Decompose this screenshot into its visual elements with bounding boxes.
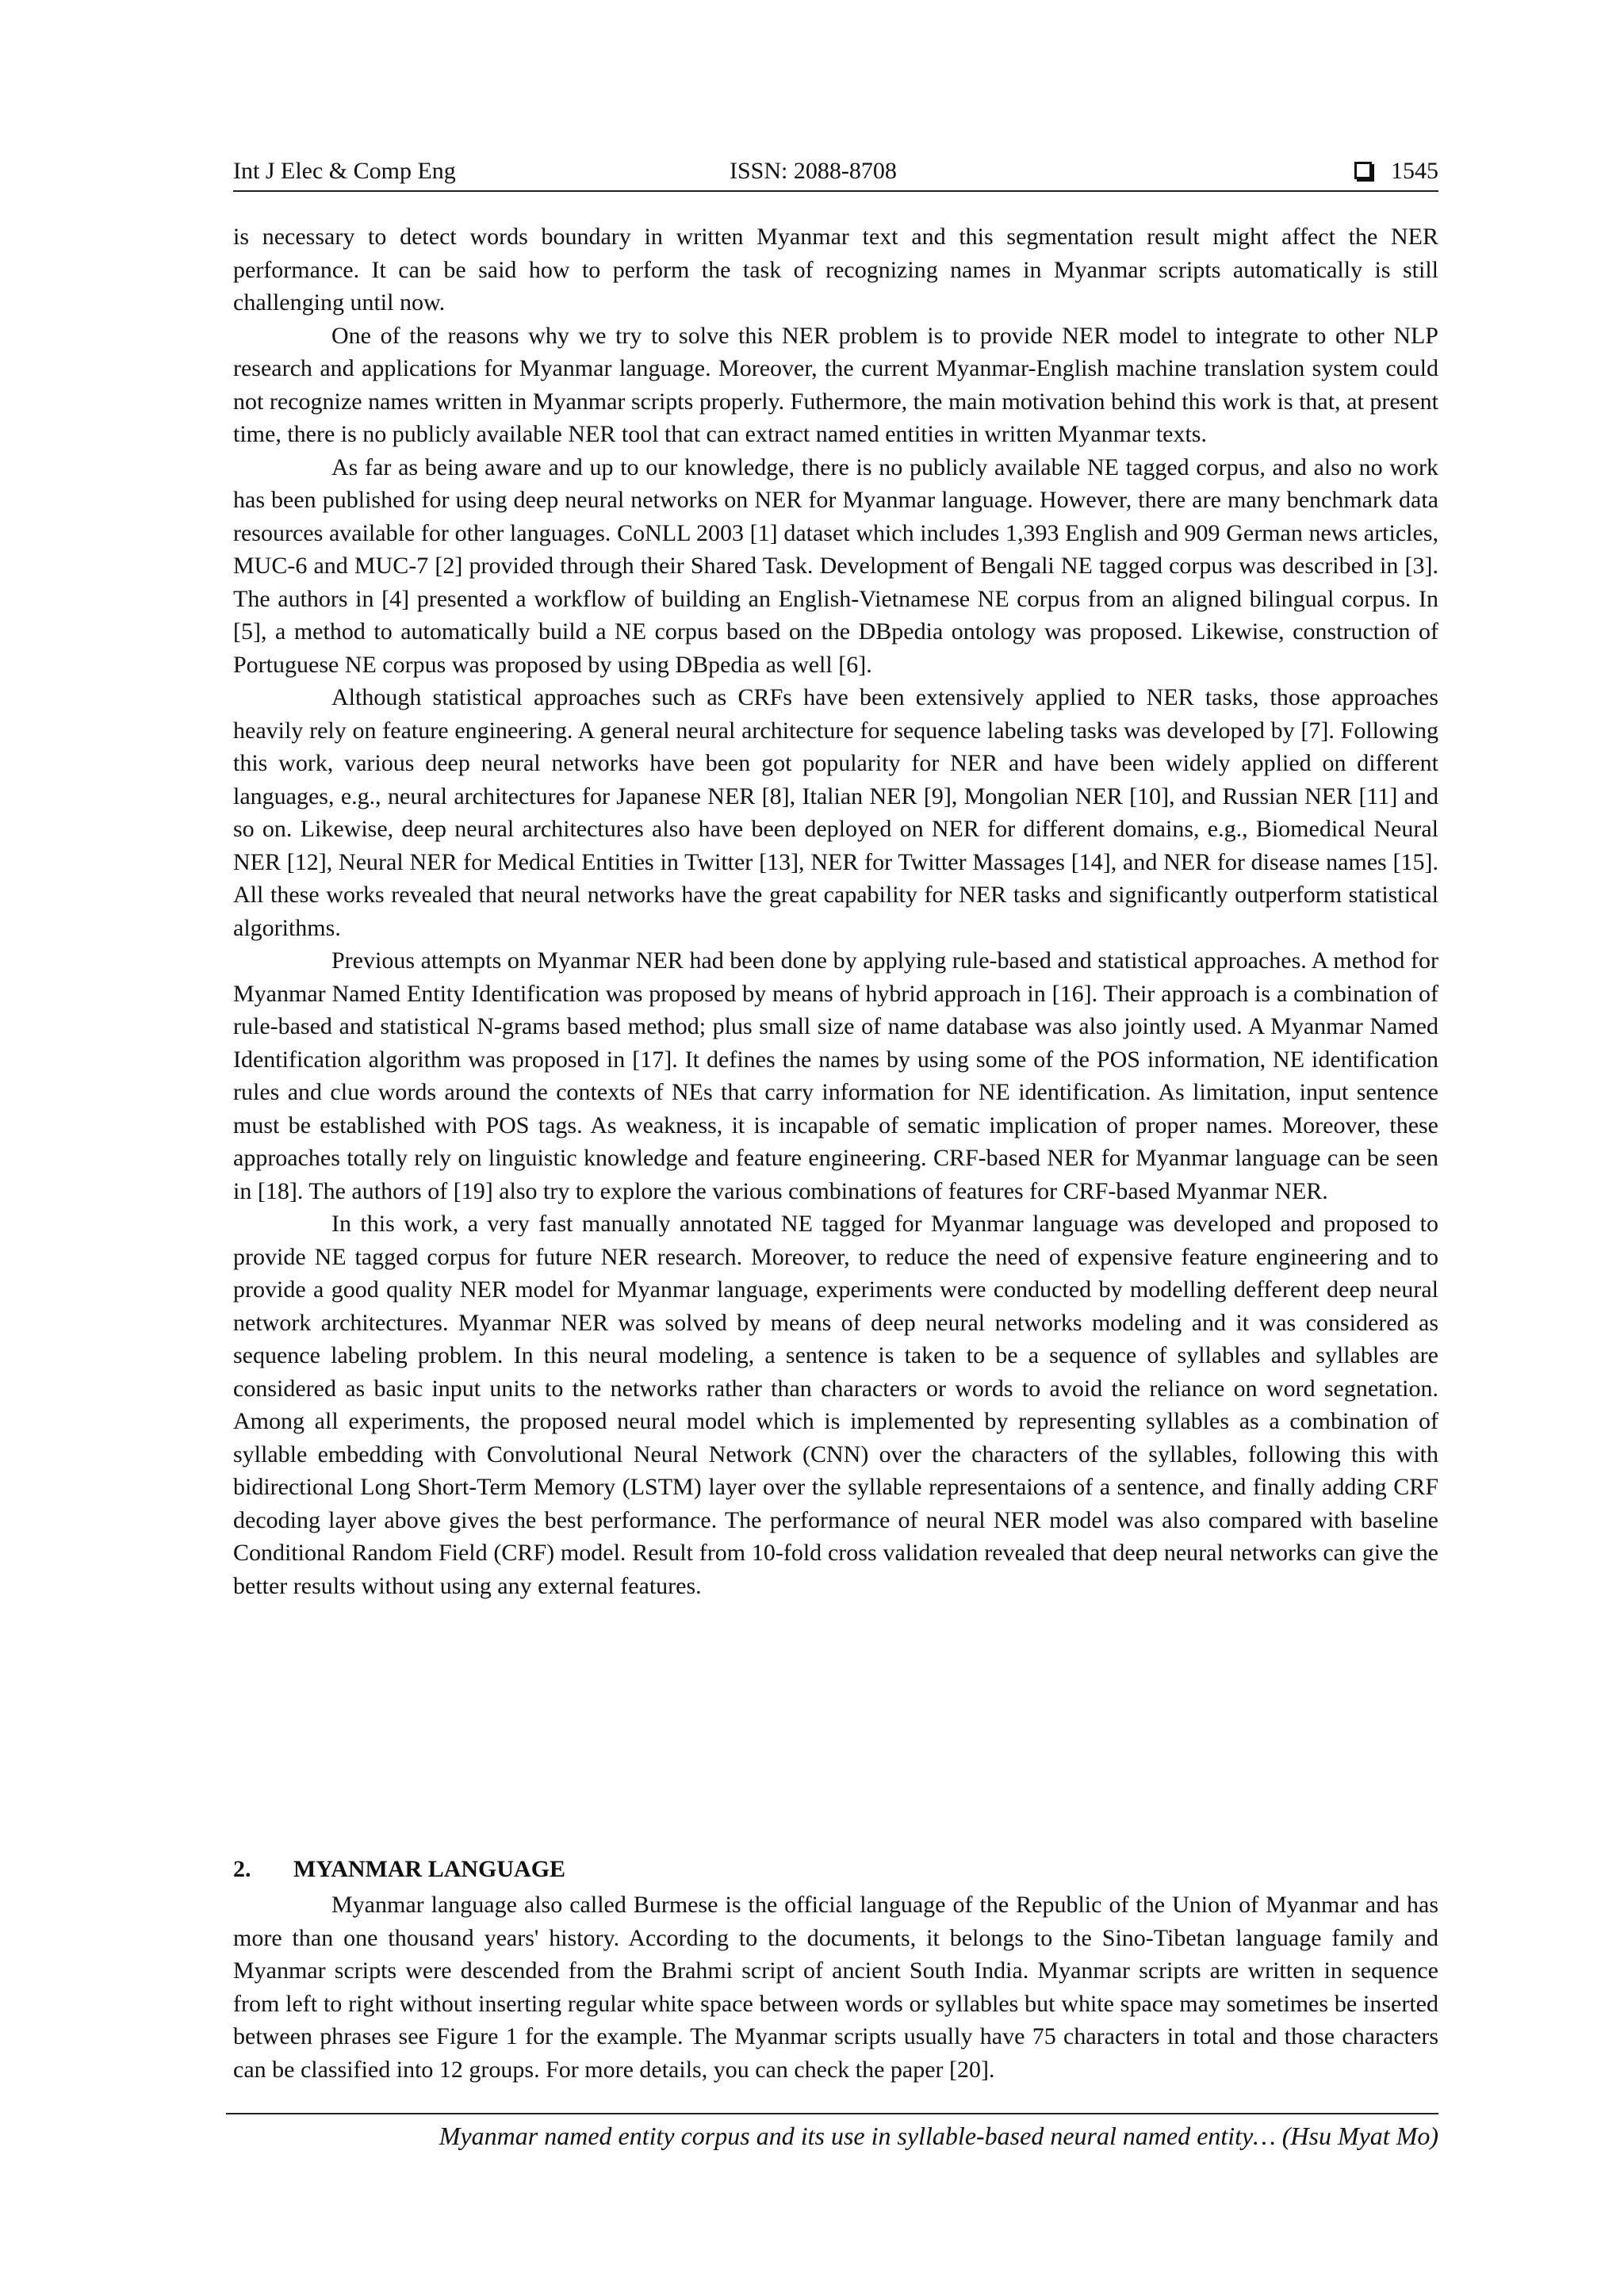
page-number: 1545 bbox=[1391, 158, 1438, 184]
section-body bbox=[233, 1888, 1438, 2086]
section-heading bbox=[233, 1854, 1438, 1885]
running-header bbox=[233, 155, 1438, 187]
issn-number: ISSN: 2088-8708 bbox=[730, 158, 897, 184]
main-body-text bbox=[233, 220, 1438, 1602]
paragraph-motivation: One of the reasons why we try to solve this NER problem is to provide NER model to integrate to other NLP research and applications for Myanmar language. Moreover, the current Myanmar-English machine translation system could not recognize names written in Myanmar scripts properly. Futhermore, the main motivation behind this work is that, at present time, there is no publicly available NER tool that can extract named entities in written Myanmar texts. bbox=[233, 322, 1438, 447]
paragraph-continuation: is necessary to detect words boundary in written Myanmar text and this segmentation result might affect the NER performance. It can be said how to perform the task of recognizing names in Myanmar scripts automatically is still challenging until now. bbox=[233, 224, 1438, 316]
paragraph-this-work: In this work, a very fast manually annotated NE tagged for Myanmar language was developed and proposed to provide NE tagged corpus for future NER research. Moreover, to reduce the need of expensive feature engineering and to provide a good quality NER model for Myanmar language, experiments were conducted by modelling defferent deep neural network architectures. Myanmar NER was solved by means of deep neural networks modeling and it was considered as sequence labeling problem. In this neural modeling, a sentence is taken to be a sequence of syllables and syllables are considered as basic input units to the networks rather than characters or words to avoid the reliance on word segnetation. Among all experiments, the proposed neural model which is implemented by representing syllables as a combination of syllable embedding with Convolutional Neural Network (CNN) over the characters of the syllables, following this with bidirectional Long Short-Term Memory (LSTM) layer over the syllable representaions of a sentence, and finally adding CRF decoding layer above gives the best performance. The performance of neural NER model was also compared with baseline Conditional Random Field (CRF) model. Result from 10-fold cross validation revealed that deep neural networks can give the better results without using any external features. bbox=[233, 1211, 1438, 1599]
section-number: 2. bbox=[233, 1856, 251, 1882]
header-divider bbox=[233, 190, 1438, 192]
paragraph-neural-approaches: Although statistical approaches such as CRFs have been extensively applied to NER tasks, those approaches heavily rely on feature engineering. A general neural architecture for sequence labeling tasks was developed by [7]. Following this work, various deep neural networks have been got popularity for NER and have been widely applied on different languages, e.g., neural architectures for Japanese NER [8], Italian NER [9], Mongolian NER [10], and Russian NER [11] and so on. Likewise, deep neural architectures also have been deployed on NER for different domains, e.g., Biomedical Neural NER [12], Neural NER for Medical Entities in Twitter [13], NER for Twitter Massages [14], and NER for disease names [15]. All these works revealed that neural networks have the great capability for NER tasks and significantly outperform statistical algorithms. bbox=[233, 684, 1438, 941]
footer-divider bbox=[226, 2113, 1438, 2114]
journal-name: Int J Elec & Comp Eng bbox=[233, 158, 456, 184]
section-title: MYANMAR LANGUAGE bbox=[293, 1856, 566, 1882]
paragraph-myanmar-language: Myanmar language also called Burmese is the official language of the Republic of the Union of Myanmar and has more than one thousand years' history. According to the documents, it belongs to the Sino-Tibetan language family and Myanmar scripts were descended from the Brahmi script of ancient South India. Myanmar scripts are written in sequence from left to right without inserting regular white space between words or syllables but white space may sometimes be inserted between phrases see Figure 1 for the example. The Myanmar scripts usually have 75 characters in total and those characters can be classified into 12 groups. For more details, you can check the paper [20]. bbox=[233, 1892, 1438, 2083]
paragraph-previous-work: Previous attempts on Myanmar NER had been done by applying rule-based and statistical approaches. A method for Myanmar Named Entity Identification was proposed by means of hybrid approach in [16]. Their approach is a combination of rule-based and statistical N-grams based method; plus small size of name database was also jointly used. A Myanmar Named Identification algorithm was proposed in [17]. It defines the names by using some of the POS information, NE identification rules and clue words around the contexts of NEs that carry information for NE identification. As limitation, input sentence must be established with POS tags. As weakness, it is incapable of sematic implication of proper names. Moreover, these approaches totally rely on linguistic knowledge and feature engineering. CRF-based NER for Myanmar language can be seen in [18]. The authors of [19] also try to explore the various combinations of features for CRF-based Myanmar NER. bbox=[233, 947, 1438, 1204]
checkbox-square-icon bbox=[1354, 162, 1372, 179]
paragraph-corpora: As far as being aware and up to our knowledge, there is no publicly available NE tagged corpus, and also no work has been published for using deep neural networks on NER for Myanmar language. However, there are many benchmark data resources available for other languages. CoNLL 2003 [1] dataset which includes 1,393 English and 909 German news articles, MUC-6 and MUC-7 [2] provided through their Shared Task. Development of Bengali NE tagged corpus was described in [3]. The authors in [4] presented a workflow of building an English-Vietnamese NE corpus from an aligned bilingual corpus. In [5], a method to automatically build a NE corpus based on the DBpedia ontology was proposed. Likewise, construction of Portuguese NE corpus was proposed by using DBpedia as well [6]. bbox=[233, 453, 1438, 678]
running-footer-title: Myanmar named entity corpus and its use in syllable-based neural named entity… (Hsu Myat Mo) bbox=[439, 2122, 1438, 2150]
